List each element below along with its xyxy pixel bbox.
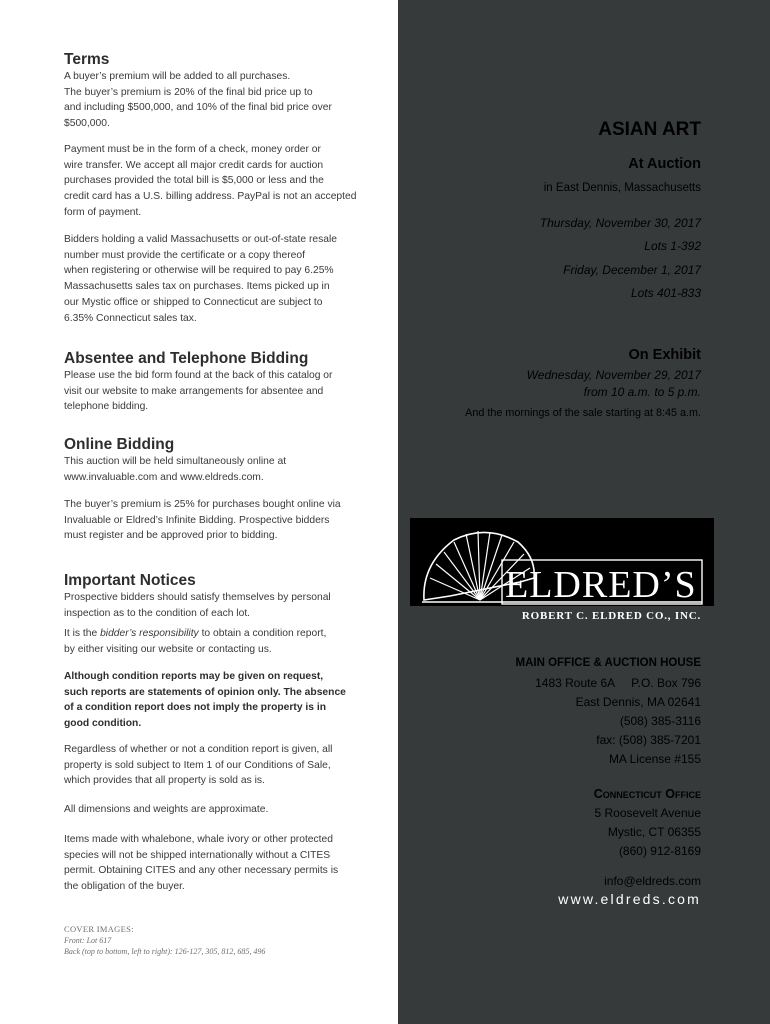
- text-line: our Mystic office or shipped to Connecticut are subject to: [64, 296, 323, 308]
- on-exhibit-heading: On Exhibit: [628, 347, 701, 363]
- text-line: Although condition reports may be given on request,: [64, 671, 324, 682]
- text-run: It is the: [64, 628, 101, 639]
- text-line: telephone bidding.: [64, 401, 149, 413]
- cover-front-credit: Front: Lot 617: [64, 936, 112, 945]
- ma-license: MA License #155: [608, 752, 701, 766]
- text-line: Invaluable or Eldred’s Infinite Bidding. Prospective bidders: [64, 514, 330, 526]
- main-office-address: 1483 Route 6A P.O. Box 796: [535, 676, 701, 690]
- absentee-paragraph: [64, 368, 364, 415]
- online-bidding-heading: Online Bidding: [64, 436, 175, 453]
- text-line: wire transfer. We accept all major credit cards for auction: [64, 159, 324, 171]
- text-line: Bidders holding a valid Massachusetts or out-of-state resale: [64, 234, 338, 245]
- online-bidding-paragraph: [64, 454, 364, 485]
- italic-run: bidder’s responsibility: [100, 628, 199, 639]
- main-office-fax: fax: (508) 385-7201: [596, 733, 701, 747]
- text-line: This auction will be held simultaneously online at: [64, 456, 287, 467]
- text-line: The buyer’s premium is 25% for purchases bought online via: [64, 499, 341, 510]
- session1-lots: Lots 1-392: [644, 239, 701, 253]
- notices-cites-paragraph: [64, 832, 364, 895]
- text-line: number must provide the certificate or a copy thereof: [64, 249, 305, 261]
- logo-wordmark: ELDRED’S: [505, 564, 697, 606]
- text-line: permit. Obtaining CITES and any other necessary permits is: [64, 865, 339, 877]
- text-line: visit our website to make arrangements for absentee and: [64, 385, 324, 397]
- text-line: Regardless of whether or not a condition report is given, all: [64, 744, 333, 755]
- terms-payment-paragraph: [64, 142, 364, 221]
- text-line: A buyer’s premium will be added to all purchases.: [64, 71, 291, 82]
- ct-office-heading: Connecticut Office: [593, 787, 701, 801]
- text-line: 6.35% Connecticut sales tax.: [64, 312, 197, 324]
- notices-dimensions-paragraph: [64, 802, 364, 818]
- text-line: $500,000.: [64, 118, 110, 130]
- eldreds-logo: [410, 518, 714, 606]
- text-line: Prospective bidders should satisfy themselves by personal: [64, 592, 331, 603]
- session2-lots: Lots 401-833: [630, 286, 701, 300]
- exhibit-date: Wednesday, November 29, 2017: [526, 368, 701, 382]
- text-line: such reports are statements of opinion only. The absence: [64, 686, 346, 698]
- text-line: must register and be approved prior to bidding.: [64, 530, 278, 542]
- website-link[interactable]: www.eldreds.com: [558, 891, 701, 907]
- company-name: ROBERT C. ELDRED CO., INC.: [521, 610, 701, 622]
- terms-tax-paragraph: [64, 232, 364, 326]
- session2-date: Friday, December 1, 2017: [563, 263, 701, 277]
- main-office-phone: (508) 385-3116: [619, 714, 701, 728]
- exhibit-note: And the mornings of the sale starting at 8:45 a.m.: [465, 407, 701, 419]
- cover-back-credit: Back (top to bottom, left to right): 126-127, 305, 812, 685, 496: [64, 947, 266, 956]
- notices-responsibility-paragraph: [64, 626, 364, 657]
- at-auction-heading: At Auction: [628, 156, 701, 172]
- text-line: www.invaluable.com and www.eldreds.com.: [64, 471, 264, 483]
- notices-condition-paragraph: [64, 669, 364, 732]
- important-notices-heading: Important Notices: [64, 572, 196, 589]
- main-office-city: East Dennis, MA 02641: [575, 695, 701, 709]
- text-run: to obtain a condition report,: [198, 628, 327, 639]
- text-line: Please use the bid form found at the back of this catalog or: [64, 370, 333, 381]
- notices-inspection-paragraph: [64, 590, 364, 621]
- exhibit-hours: from 10 a.m. to 5 p.m.: [583, 385, 701, 399]
- text-line: the obligation of the buyer.: [64, 881, 185, 893]
- ct-office-address: 5 Roosevelt Avenue: [594, 806, 701, 820]
- text-line: of a condition report does not imply the property is in: [64, 702, 327, 714]
- text-line: All dimensions and weights are approximate.: [64, 804, 269, 815]
- text-line: form of payment.: [64, 206, 142, 218]
- text-line: inspection as to the condition of each lot.: [64, 607, 251, 619]
- ct-office-city: Mystic, CT 06355: [607, 825, 701, 839]
- absentee-heading: Absentee and Telephone Bidding: [64, 350, 309, 367]
- text-line: by either visiting our website or contacting us.: [64, 643, 272, 655]
- sale-title: ASIAN ART: [598, 119, 701, 140]
- text-line: The buyer’s premium is 20% of the final bid price up to: [64, 86, 313, 98]
- online-premium-paragraph: [64, 497, 364, 544]
- text-line: Items made with whalebone, whale ivory or other protected: [64, 834, 334, 845]
- text-line: property is sold subject to Item 1 of our Conditions of Sale,: [64, 759, 331, 771]
- text-line: species will not be shipped internationally without a CITES: [64, 849, 331, 861]
- text-line: when registering or otherwise will be required to pay 6.25%: [64, 265, 334, 277]
- info-panel: [398, 0, 770, 1024]
- text-line: purchases provided the total bill is $5,000 or less and the: [64, 175, 324, 187]
- terms-premium-paragraph: [64, 69, 364, 132]
- text-line: and including $500,000, and 10% of the final bid price over: [64, 102, 332, 114]
- session1-date: Thursday, November 30, 2017: [539, 216, 701, 230]
- notices-as-is-paragraph: [64, 742, 364, 789]
- cover-images-caption: [64, 924, 265, 957]
- text-line: credit card has a U.S. billing address. PayPal is not an accepted: [64, 191, 357, 203]
- terms-heading: Terms: [64, 51, 110, 68]
- text-line: which provides that all property is sold as is.: [64, 775, 265, 787]
- text-line: Payment must be in the form of a check, money order or: [64, 144, 321, 155]
- main-office-heading: MAIN OFFICE & AUCTION HOUSE: [515, 657, 701, 669]
- contact-email[interactable]: info@eldreds.com: [604, 874, 701, 888]
- sale-location: in East Dennis, Massachusetts: [543, 182, 701, 194]
- cover-caption-label: COVER IMAGES:: [64, 924, 134, 934]
- text-line: good condition.: [64, 718, 142, 730]
- ct-office-phone: (860) 912-8169: [618, 844, 701, 858]
- text-line: [64, 626, 364, 642]
- text-line: Massachusetts sales tax on purchases. Items picked up in: [64, 281, 330, 293]
